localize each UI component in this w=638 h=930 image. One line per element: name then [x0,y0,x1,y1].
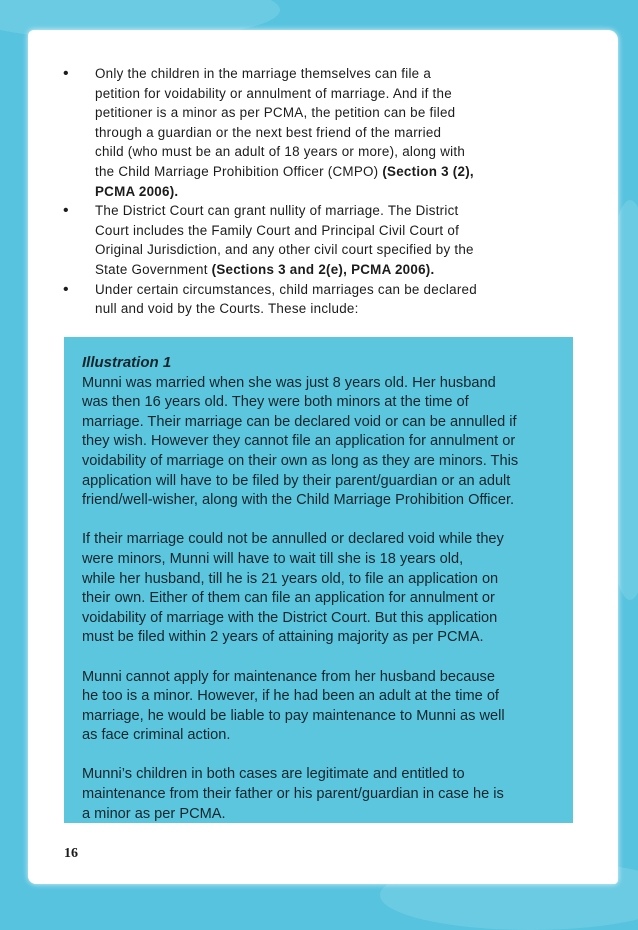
illustration-paragraph: Munni’s children in both cases are legitimate and entitled to maintenance from their father or his parent/guardian in case he is a minor as per PCMA. [82,766,504,822]
bullet-text: The District Court can grant nullity of marriage. The District Court includes the Family Court and Principal Civil Court of Original Jurisdiction, and any other civil court specified by the State Government [95,203,474,277]
list-item [60,64,560,201]
illustration-title: Illustration 1 [82,354,172,371]
illustration-box [64,337,573,823]
bullet-icon: • [63,65,69,82]
bullet-icon: • [63,280,69,298]
citation: (Sections 3 and 2(e), PCMA 2006). [211,261,435,277]
illustration-paragraph: Munni was married when she was just 8 years old. Her husband was then 16 years old. They were both minors at the time of marriage. Their marriage can be declared void or can be annulled if they wish. However they cannot file an application for annulment or voidability of marriage on their own as long as they are minors. This application will have to be filed by their parent/guardian or an adult friend/well-wisher, along with the Child Marriage Prohibition Officer. [82,374,519,509]
illustration-paragraph: Munni cannot apply for maintenance from her husband because he too is a minor. However, if he had been an adult at the time of marriage, he would be liable to pay maintenance to Munni as well as face criminal action. [82,668,505,744]
bullet-list [60,64,560,319]
list-item [60,280,560,319]
page-number: 16 [64,846,78,861]
citation-tail: . [174,183,179,199]
bullet-text: Only the children in the marriage themselves can file a petition for voidability or annulment of marriage. And if the petitioner is a minor as per PCMA, the petition can be filed through a guardian or the next best friend of the married child (who must be an adult of 18 years or more), along with the Child Marriage Prohibition Officer (CMPO) [95,66,466,179]
bullet-icon: • [63,202,69,220]
citation: (Section 3 (2), PCMA 2006) [95,163,474,199]
illustration-content [82,353,564,844]
list-item [60,201,560,279]
illustration-paragraph: If their marriage could not be annulled or declared void while they were minors, Munni will have to wait till she is 18 years old, while her husband, till he is 21 years old, to file an application on their own. Either of them can file an application for annulment or voidability of marriage with the District Court. But this application must be filed within 2 years of attaining majority as per PCMA. [82,531,504,646]
bullet-text: Under certain circumstances, child marriages can be declared null and void by the Courts. These include: [95,281,477,317]
